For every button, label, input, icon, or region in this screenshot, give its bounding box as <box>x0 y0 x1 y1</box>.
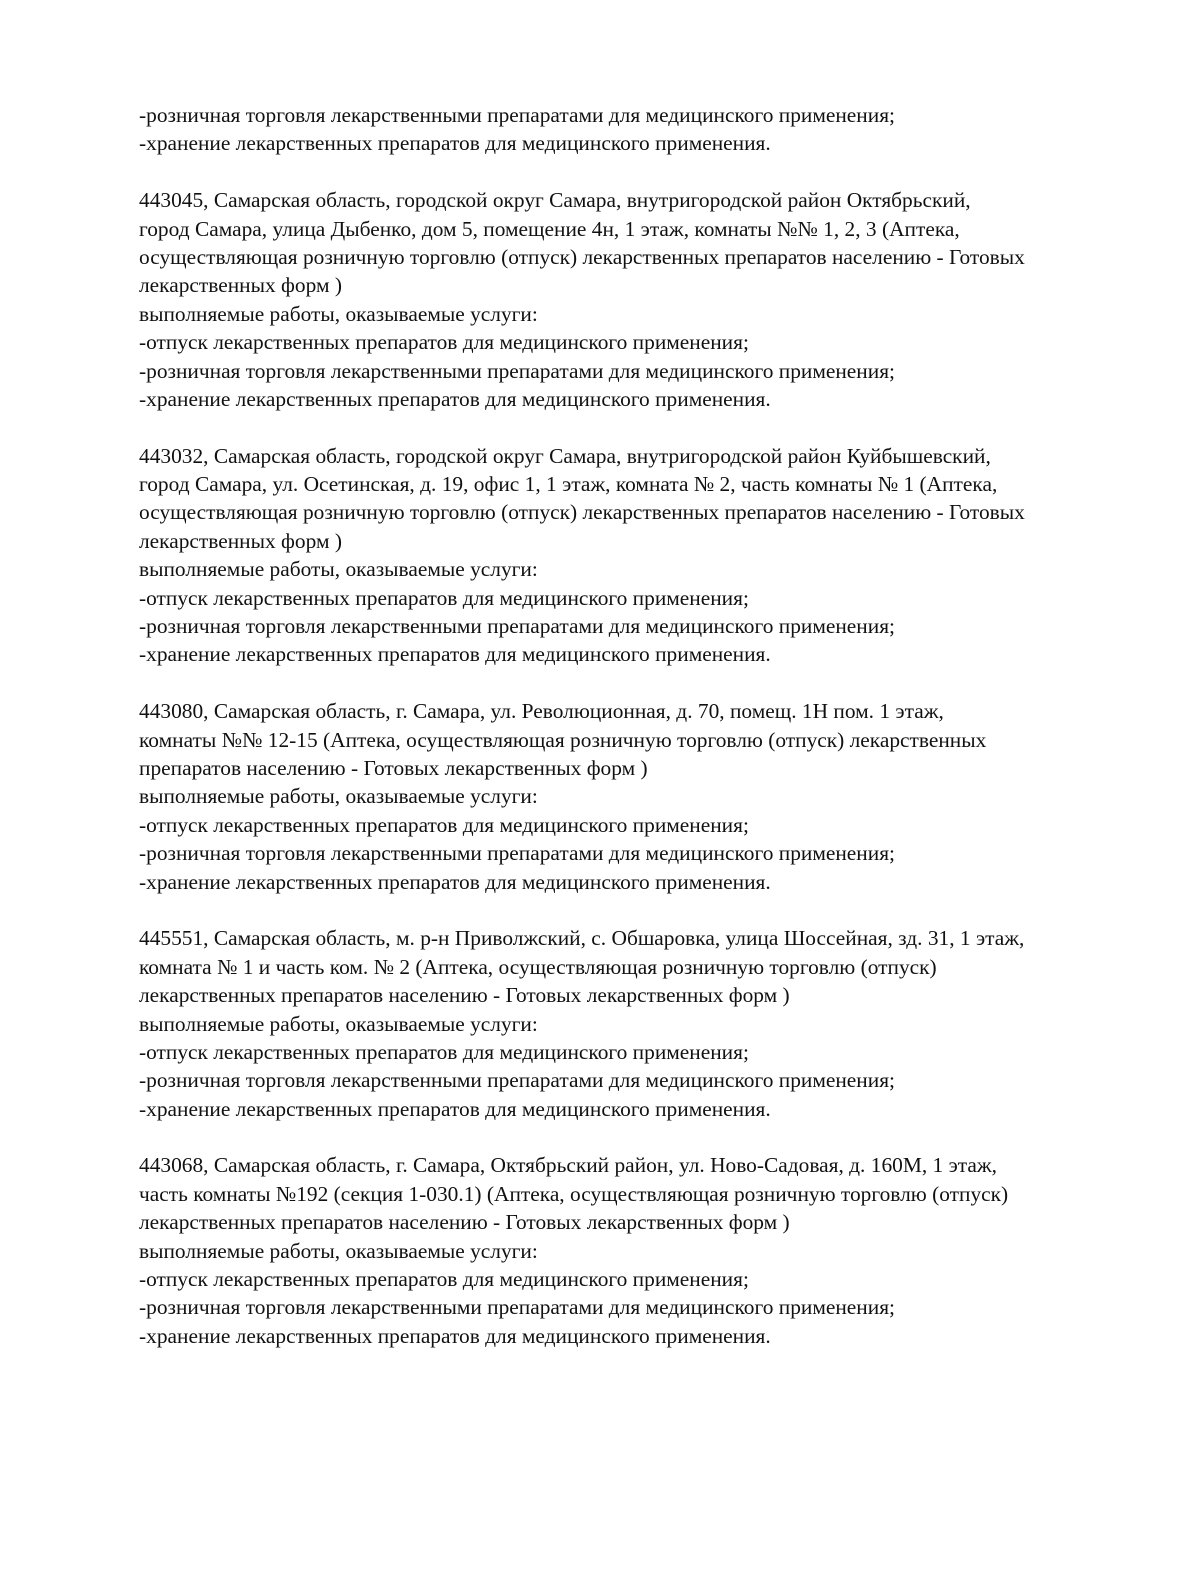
address-line: лекарственных форм ) <box>139 273 342 298</box>
service-line: -отпуск лекарственных препаратов для медицинского применения; <box>139 812 749 837</box>
service-line: -отпуск лекарственных препаратов для медицинского применения; <box>139 330 749 355</box>
intro-block <box>139 101 1139 158</box>
address-line: 443068, Самарская область, г. Самара, Октябрьский район, ул. Ново-Садовая, д. 160М, 1 этаж, <box>139 1153 998 1178</box>
services-heading: выполняемые работы, оказываемые услуги: <box>139 301 538 326</box>
service-line: -отпуск лекарственных препаратов для медицинского применения; <box>139 1039 749 1064</box>
address-line: комната № 1 и часть ком. № 2 (Аптека, осуществляющая розничную торговлю (отпуск) <box>139 954 937 979</box>
address-line: препаратов населению - Готовых лекарственных форм ) <box>139 755 648 780</box>
address-line: осуществляющая розничную торговлю (отпуск) лекарственных препаратов населению - Готовых <box>139 500 1025 525</box>
address-line: осуществляющая розничную торговлю (отпуск) лекарственных препаратов населению - Готовых <box>139 244 1025 269</box>
service-line: -хранение лекарственных препаратов для медицинского применения. <box>139 131 771 156</box>
services-heading: выполняемые работы, оказываемые услуги: <box>139 557 538 582</box>
address-line: город Самара, ул. Осетинская, д. 19, офис 1, 1 этаж, комната № 2, часть комнаты № 1 (Аптека, <box>139 472 998 497</box>
address-line: часть комнаты №192 (секция 1-030.1) (Аптека, осуществляющая розничную торговлю (отпуск) <box>139 1181 1009 1206</box>
services-heading: выполняемые работы, оказываемые услуги: <box>139 784 538 809</box>
service-line: -хранение лекарственных препаратов для медицинского применения. <box>139 642 771 667</box>
service-line: -розничная торговля лекарственными препаратами для медицинского применения; <box>139 103 895 127</box>
service-line: -отпуск лекарственных препаратов для медицинского применения; <box>139 585 749 610</box>
pharmacy-block-1 <box>139 186 1139 413</box>
address-line: лекарственных препаратов населению - Готовых лекарственных форм ) <box>139 983 790 1008</box>
service-line: -хранение лекарственных препаратов для медицинского применения. <box>139 1096 771 1121</box>
pharmacy-block-4 <box>139 924 1139 1123</box>
service-line: -розничная торговля лекарственными препаратами для медицинского применения; <box>139 1295 895 1320</box>
service-line: -розничная торговля лекарственными препаратами для медицинского применения; <box>139 841 895 866</box>
address-line: комнаты №№ 12-15 (Аптека, осуществляющая розничную торговлю (отпуск) лекарственных <box>139 727 987 752</box>
address-line: 445551, Самарская область, м. р-н Приволжский, с. Обшаровка, улица Шоссейная, зд. 31, 1 этаж, <box>139 926 1025 951</box>
document-body <box>139 101 1139 1350</box>
service-line: -розничная торговля лекарственными препаратами для медицинского применения; <box>139 358 895 383</box>
address-line: лекарственных препаратов населению - Готовых лекарственных форм ) <box>139 1210 790 1235</box>
address-line: 443045, Самарская область, городской округ Самара, внутригородской район Октябрьский, <box>139 188 971 213</box>
service-line: -отпуск лекарственных препаратов для медицинского применения; <box>139 1267 749 1292</box>
services-heading: выполняемые работы, оказываемые услуги: <box>139 1011 538 1036</box>
pharmacy-block-3 <box>139 697 1139 896</box>
service-line: -хранение лекарственных препаратов для медицинского применения. <box>139 386 771 411</box>
pharmacy-block-5 <box>139 1151 1139 1350</box>
pharmacy-block-2 <box>139 442 1139 669</box>
service-line: -розничная торговля лекарственными препаратами для медицинского применения; <box>139 1068 895 1093</box>
address-line: город Самара, улица Дыбенко, дом 5, помещение 4н, 1 этаж, комнаты №№ 1, 2, 3 (Аптека, <box>139 216 960 241</box>
service-line: -хранение лекарственных препаратов для медицинского применения. <box>139 1323 771 1348</box>
service-line: -хранение лекарственных препаратов для медицинского применения. <box>139 869 771 894</box>
services-heading: выполняемые работы, оказываемые услуги: <box>139 1238 538 1263</box>
address-line: 443080, Самарская область, г. Самара, ул. Революционная, д. 70, помещ. 1Н пом. 1 этаж, <box>139 699 944 724</box>
address-line: 443032, Самарская область, городской округ Самара, внутригородской район Куйбышевский, <box>139 443 991 468</box>
address-line: лекарственных форм ) <box>139 528 342 553</box>
service-line: -розничная торговля лекарственными препаратами для медицинского применения; <box>139 614 895 639</box>
